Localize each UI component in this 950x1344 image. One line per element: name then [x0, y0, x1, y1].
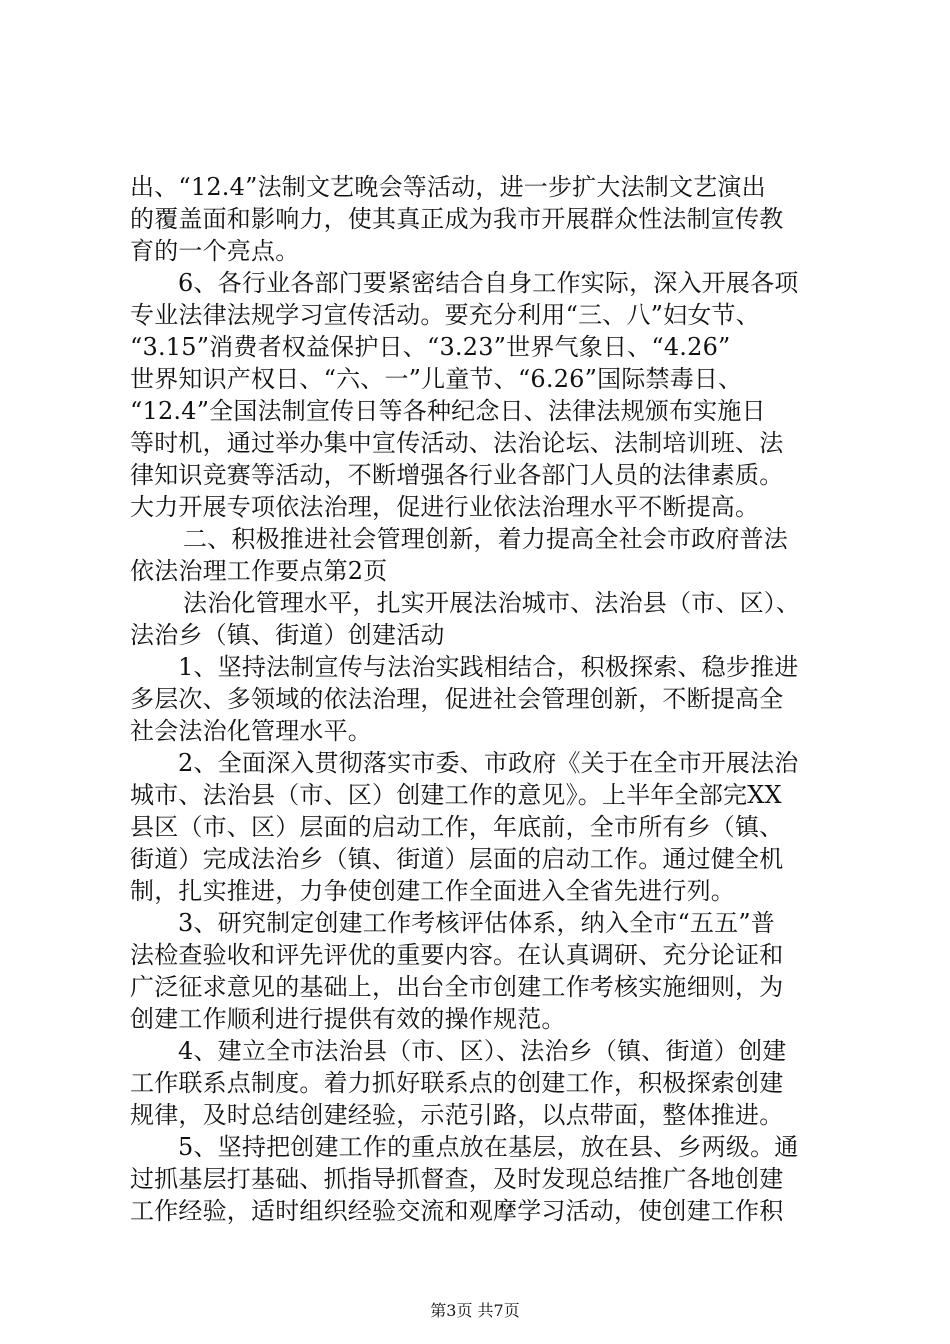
text-line: 制，扎实推进，力争使创建工作全面进入全省先进行列。 — [130, 877, 735, 905]
text-line: 3、研究制定创建工作考核评估体系，纳入全市“五五”普 — [178, 909, 776, 937]
text-line: 6、各行业各部门要紧密结合自身工作实际，深入开展各项 — [178, 269, 799, 297]
text-line: 4、建立全市法治县（市、区）、法治乡（镇、街道）创建 — [178, 1037, 787, 1065]
text-line: 2、全面深入贯彻落实市委、市政府《关于在全市开展法治 — [178, 749, 799, 777]
text-line: 广泛征求意见的基础上，出台全市创建工作考核实施细则，为 — [130, 973, 784, 1001]
text-line: 依法治理工作要点第2页 — [130, 557, 388, 585]
text-line: “3.15”消费者权益保护日、“3.23”世界气象日、“4.26” — [130, 333, 731, 361]
text-line: 创建工作顺利进行提供有效的操作规范。 — [130, 1005, 566, 1033]
text-line: 规律，及时总结创建经验，示范引路，以点带面，整体推进。 — [130, 1101, 784, 1129]
page-footer: 第3页 共7页 — [430, 1301, 520, 1320]
text-line: 社会法治化管理水平。 — [130, 717, 372, 745]
text-line: 律知识竞赛等活动，不断增强各行业各部门人员的法律素质。 — [130, 461, 784, 489]
text-line: 等时机，通过举办集中宣传活动、法治论坛、法制培训班、法 — [130, 429, 784, 457]
text-line: 5、坚持把创建工作的重点放在基层，放在县、乡两级。通 — [178, 1133, 799, 1161]
text-line: 的覆盖面和影响力，使其真正成为我市开展群众性法制宣传教 — [130, 205, 784, 233]
text-line: 大力开展专项依法治理，促进行业依法治理水平不断提高。 — [130, 493, 760, 521]
text-line: 工作经验，适时组织经验交流和观摩学习活动，使创建工作积 — [130, 1197, 784, 1225]
text-line: 出、“12.4”法制文艺晚会等活动，进一步扩大法制文艺演出 — [130, 173, 766, 201]
text-line: 育的一个亮点。 — [130, 237, 300, 265]
text-line: 县区（市、区）层面的启动工作，年底前，全市所有乡（镇、 — [130, 813, 784, 841]
text-line: 1、坚持法制宣传与法治实践相结合，积极探索、稳步推进 — [178, 653, 799, 681]
text-line: 法治化管理水平，扎实开展法治城市、法治县（市、区）、 — [183, 589, 801, 617]
text-line: 工作联系点制度。着力抓好联系点的创建工作，积极探索创建 — [130, 1069, 784, 1097]
text-line: 过抓基层打基础、抓指导抓督查，及时发现总结推广各地创建 — [130, 1165, 784, 1193]
text-line: 专业法律法规学习宣传活动。要充分利用“三、八”妇女节、 — [130, 301, 760, 329]
text-line: 世界知识产权日、“六、一”儿童节、“6.26”国际禁毒日、 — [130, 365, 743, 393]
text-line: 二、积极推进社会管理创新，着力提高全社会市政府普法 — [183, 525, 788, 553]
text-line: 街道）完成法治乡（镇、街道）层面的启动工作。通过健全机 — [130, 845, 784, 873]
text-line: 法检查验收和评先评优的重要内容。在认真调研、充分论证和 — [130, 941, 784, 969]
text-line: 多层次、多领域的依法治理，促进社会管理创新，不断提高全 — [130, 685, 784, 713]
text-line: “12.4”全国法制宣传日等各种纪念日、法律法规颁布实施日 — [130, 397, 766, 425]
text-line: 城市、法治县（市、区）创建工作的意见》。上半年全部完XX — [130, 781, 782, 809]
text-line: 法治乡（镇、街道）创建活动 — [130, 621, 445, 649]
